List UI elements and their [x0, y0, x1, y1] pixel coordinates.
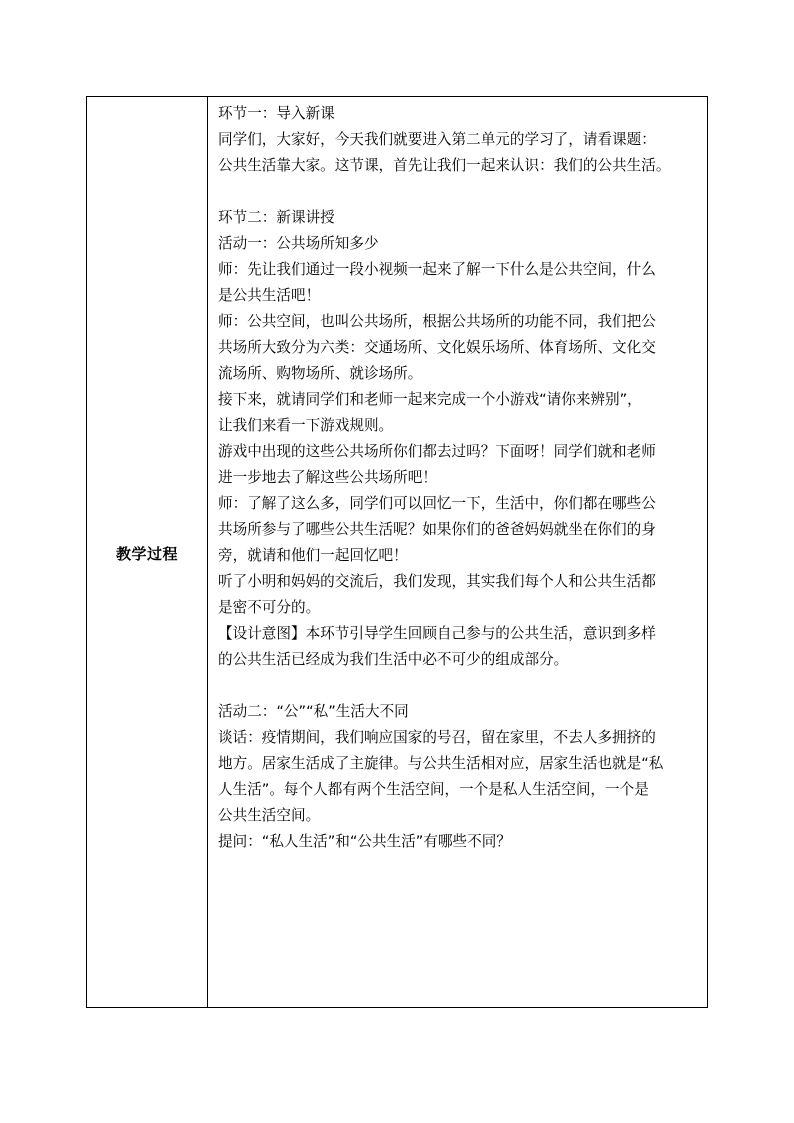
text-line: 游戏中出现的这些公共场所你们都去过吗？下面呀！同学们就和老师: [218, 443, 656, 460]
text-line: 师：公共空间，也叫公共场所，根据公共场所的功能不同，我们把公: [218, 313, 656, 330]
text-line: 是密不可分的。: [218, 599, 321, 616]
text-line: 环节一：导入新课: [218, 105, 335, 122]
text-line: 接下来，就请同学们和老师一起来完成一个小游戏“请你来辨别”，: [218, 391, 642, 408]
content-cell: [208, 97, 707, 1007]
section-label-cell: [87, 97, 208, 1007]
blank-line: [218, 673, 707, 699]
text-line: 的公共生活已经成为我们生活中必不可少的组成部分。: [218, 651, 569, 668]
text-line: 让我们来看一下游戏规则。: [218, 417, 394, 434]
text-line: 公共生活空间。: [218, 807, 321, 824]
text-line: 人生活”。每个人都有两个生活空间，一个是私人生活空间，一个是: [218, 781, 649, 798]
text-line: 同学们，大家好，今天我们就要进入第二单元的学习了，请看课题：: [218, 131, 656, 148]
text-line: 师：了解了这么多，同学们可以回忆一下，生活中，你们都在哪些公: [218, 495, 656, 512]
text-line: 公共生活靠大家。这节课，首先让我们一起来认识：我们的公共生活。: [218, 157, 671, 174]
text-line: 流场所、购物场所、就诊场所。: [218, 365, 423, 382]
text-line: 是公共生活吧！: [218, 287, 321, 304]
text-line: 提问：“私人生活”和“公共生活”有哪些不同？: [218, 833, 511, 850]
lesson-table: [86, 96, 708, 1008]
text-line: 师：先让我们通过一段小视频一起来了解一下什么是公共空间，什么: [218, 261, 656, 278]
text-line: 活动一：公共场所知多少: [218, 235, 379, 252]
text-line: 活动二：“公”“私”生活大不同: [218, 703, 409, 720]
text-line: 环节二：新课讲授: [218, 209, 335, 226]
text-line: 听了小明和妈妈的交流后，我们发现，其实我们每个人和公共生活都: [218, 573, 656, 590]
text-line: 地方。居家生活成了主旋律。与公共生活相对应，居家生活也就是“私: [218, 755, 664, 772]
text-line: 谈话：疫情期间，我们响应国家的号召，留在家里，不去人多拥挤的: [218, 729, 656, 746]
section-label: 教学过程: [115, 544, 178, 563]
text-line: 共场所参与了哪些公共生活呢？如果你们的爸爸妈妈就坐在你们的身: [218, 521, 656, 538]
text-line: 进一步地去了解这些公共场所吧！: [218, 469, 437, 486]
blank-line: [218, 179, 707, 205]
text-line: 共场所大致分为六类：交通场所、文化娱乐场所、体育场所、文化交: [218, 339, 656, 356]
text-line: 旁，就请和他们一起回忆吧！: [218, 547, 408, 564]
text-line: 【设计意图】本环节引导学生回顾自己参与的公共生活，意识到多样: [218, 625, 656, 642]
